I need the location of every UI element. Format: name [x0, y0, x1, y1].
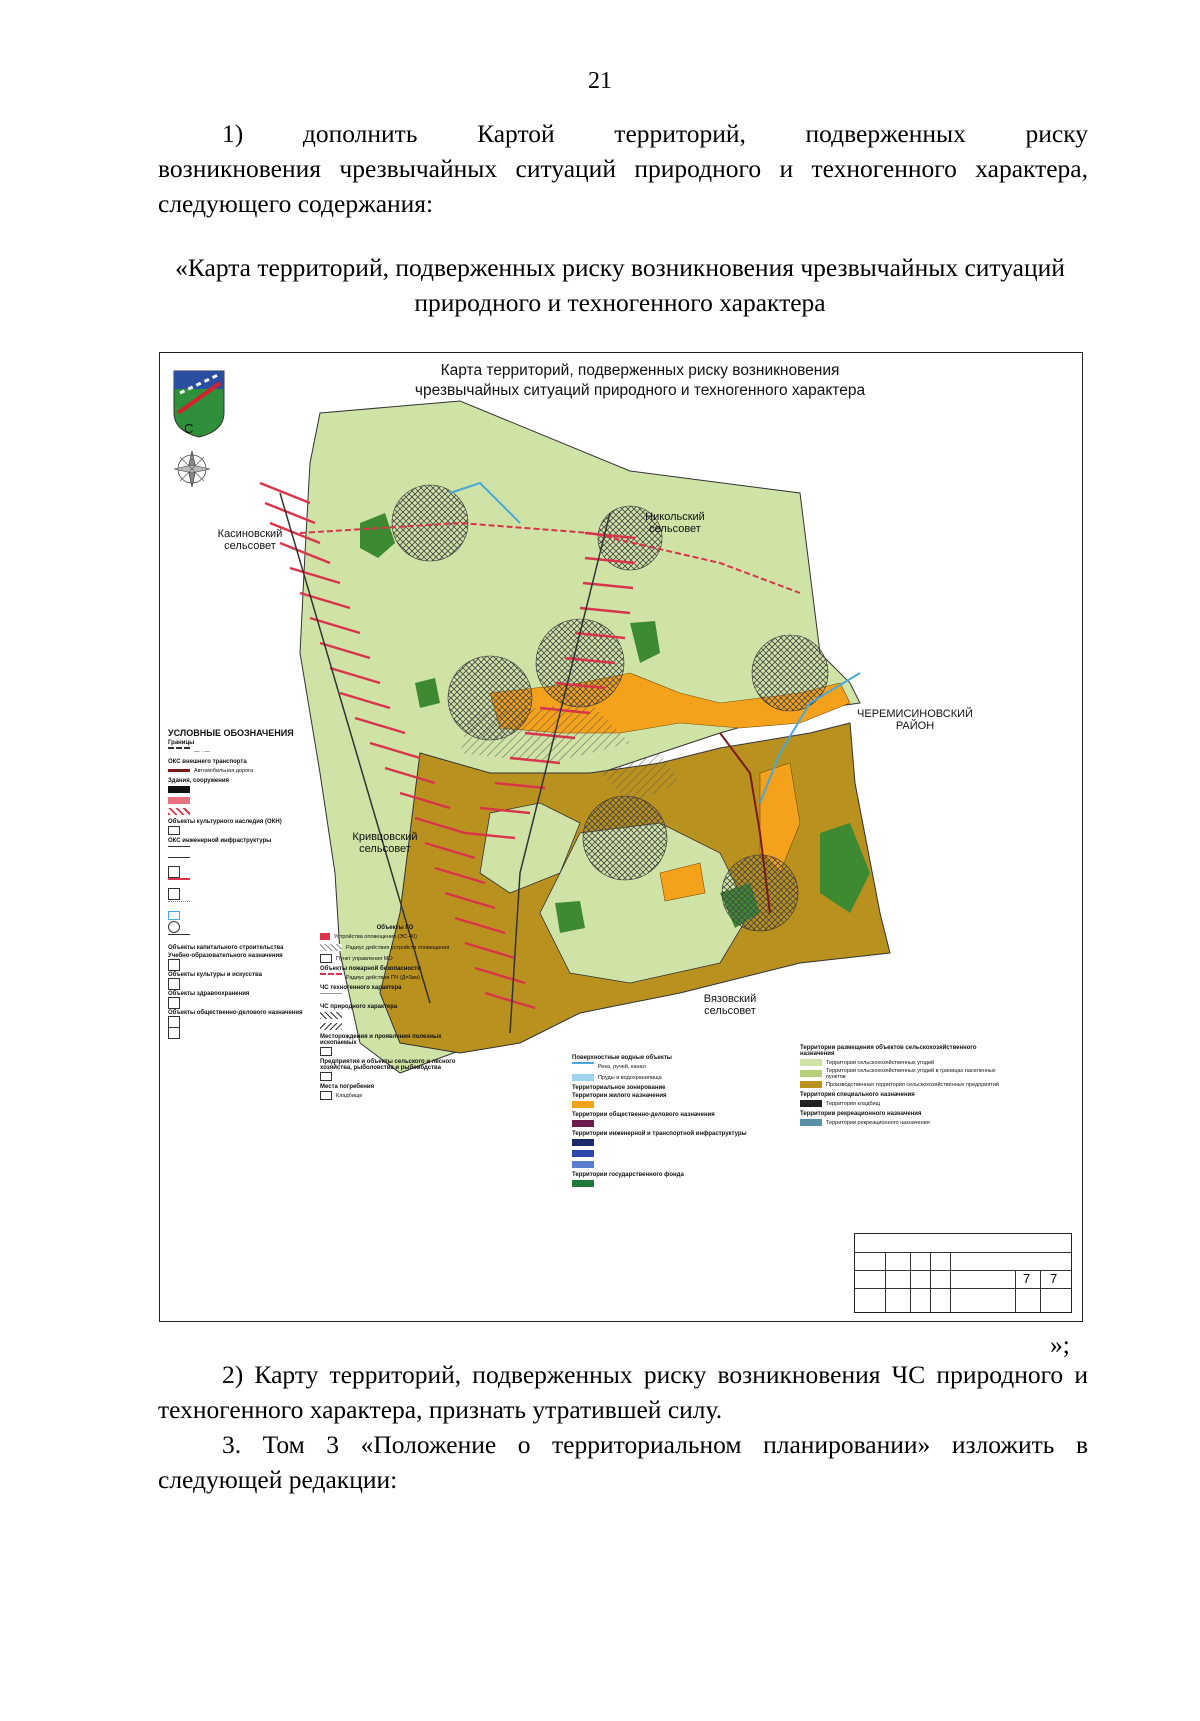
title-block-stamp [854, 1233, 1072, 1313]
legend-section: ЧС природного характера [320, 1004, 398, 1010]
region-vyazovsky: Вязовский сельсовет [703, 993, 757, 1017]
legend-section: Территории размещения объектов сельскохозяйственного назначения [800, 1045, 977, 1057]
legend-section: ОКС инженерной инфраструктуры [168, 838, 272, 844]
legend-section: Территории рекреационного назначения [800, 1111, 922, 1117]
page-number: 21 [588, 68, 612, 94]
legend-section: Места погребения [320, 1084, 375, 1090]
legend-section: Объекты общественно-делового назначения [168, 1010, 303, 1016]
item-1-rest: возникновения чрезвычайных ситуаций природного и техногенного характера, следующего содержания: [158, 154, 1088, 218]
legend-section: Месторождения и проявления полезных ископаемых [320, 1034, 442, 1046]
legend-section: Объекты капитального строительства [168, 945, 284, 951]
legend-label: Автомобильная дорога [194, 767, 254, 774]
forest-area [555, 901, 585, 933]
legend-label: Радиус действия ПЧ (Д=3км) [346, 974, 420, 981]
legend-section: Объекты пожарной безопасности [320, 966, 421, 972]
map-figure [159, 352, 1083, 1322]
item-1-first-line: 1) дополнить Картой территорий, подверженных риску [222, 119, 1088, 148]
legend-go [320, 923, 470, 1101]
legend-label: Кладбище [336, 1092, 363, 1099]
legend-label: Пруды и водохранилища [598, 1074, 662, 1081]
legend-section: Территории государственного фонда [572, 1172, 684, 1178]
legend-label: Производственная территория сельскохозяйственных предприятий [826, 1081, 999, 1088]
legend-main: УСЛОВНЫЕ ОБОЗНАЧЕНИЯ Границы — · — ОКС внешнего транспорта Автомобильная дорога Здания, сооружения Объекты культурного наследия (ОКН) ОКС инженерной инфраструктуры Объекты капитального строительства Учебно-образовательного назначения Объекты культуры и искусства Объекты здравоохранения Объекты общественно-делового назначения [168, 728, 318, 1038]
closing-quote: »; [1050, 1330, 1070, 1359]
legend-section: ОКС внешнего транспорта [168, 759, 247, 765]
map-caption: «Карта территорий, подверженных риску возникновения чрезвычайных ситуаций природного и техногенного характера [175, 253, 1065, 317]
sheet-number: 7 [1023, 1271, 1031, 1286]
legend-label: Пункт управления МО [336, 955, 393, 962]
legend-section: Территории жилого назначения [572, 1093, 667, 1099]
legend-section: Территории инженерной и транспортной инфраструктуры [572, 1131, 747, 1137]
legend-label: Территории рекреационного назначения [826, 1119, 930, 1126]
region-kasinovsky: Касиновский сельсовет [217, 528, 283, 552]
legend-section: Предприятия и объекты сельского и лесного хозяйства, рыболовства и рыбоводства [320, 1059, 456, 1071]
legend-section: Объекты здравоохранения [168, 991, 250, 997]
legend-section: Учебно-образовательного назначения [168, 953, 283, 959]
risk-zone [583, 796, 667, 880]
item-3-paragraph [158, 1427, 1088, 1497]
region-krivtsovsky: Кривцовский сельсовет [352, 831, 418, 855]
legend-go-title: Объекты ГО [376, 925, 414, 931]
legend-section: ЧС техногенного характера [320, 985, 402, 991]
legend-section: Границы [168, 740, 195, 746]
legend-section: Территориальное зонирование [572, 1085, 666, 1091]
legend-label: Территории сельскохозяйственных угодий в границах населенных пунктов [826, 1067, 996, 1080]
compass-icon [174, 451, 210, 487]
legend-section: Территория специального назначения [800, 1092, 915, 1098]
legend-label: Радиус действия устройств оповещения [346, 944, 450, 951]
legend-label: Река, ручей, канал [598, 1063, 646, 1070]
item-3-text: 3. Том 3 «Положение о территориальном планировании» изложить в следующей редакции: [158, 1430, 1088, 1494]
risk-zone [722, 855, 798, 931]
legend-label: Устройства оповещения (ЭС-40) [334, 933, 417, 940]
region-cheremisinovsky: ЧЕРЕМИСИНОВСКИЙ РАЙОН [857, 708, 973, 732]
legend-zoning [572, 1053, 752, 1189]
legend-section: Объекты культурного наследия (ОКН) [168, 819, 282, 825]
legend-label: Территории сельскохозяйственных угодий [826, 1059, 935, 1066]
sheet-count: 7 [1050, 1271, 1058, 1286]
legend-agri [800, 1043, 1000, 1128]
map-heading: Карта территорий, подверженных риску возникновения чрезвычайных ситуаций природного и техногенного характера [414, 362, 866, 399]
legend-section: Объекты культуры и искусства [168, 972, 262, 978]
item-2-text: 2) Карту территорий, подверженных риску возникновения ЧС природного и техногенного характера, признать утратившей силу. [158, 1360, 1088, 1424]
compass-letter: С [184, 421, 194, 436]
item-1-paragraph [158, 116, 1088, 221]
legend-label: Территория кладбищ [826, 1100, 881, 1107]
region-nikolsky: Никольский сельсовет [645, 511, 705, 535]
legend-section: Территории общественно-делового назначения [572, 1112, 715, 1118]
item-2-paragraph [158, 1357, 1088, 1427]
legend-title: УСЛОВНЫЕ ОБОЗНАЧЕНИЯ [168, 728, 294, 738]
legend-section: Здания, сооружения [168, 778, 230, 784]
coat-of-arms-icon [174, 371, 224, 437]
legend-section: Поверхностные водные объекты [572, 1055, 672, 1061]
